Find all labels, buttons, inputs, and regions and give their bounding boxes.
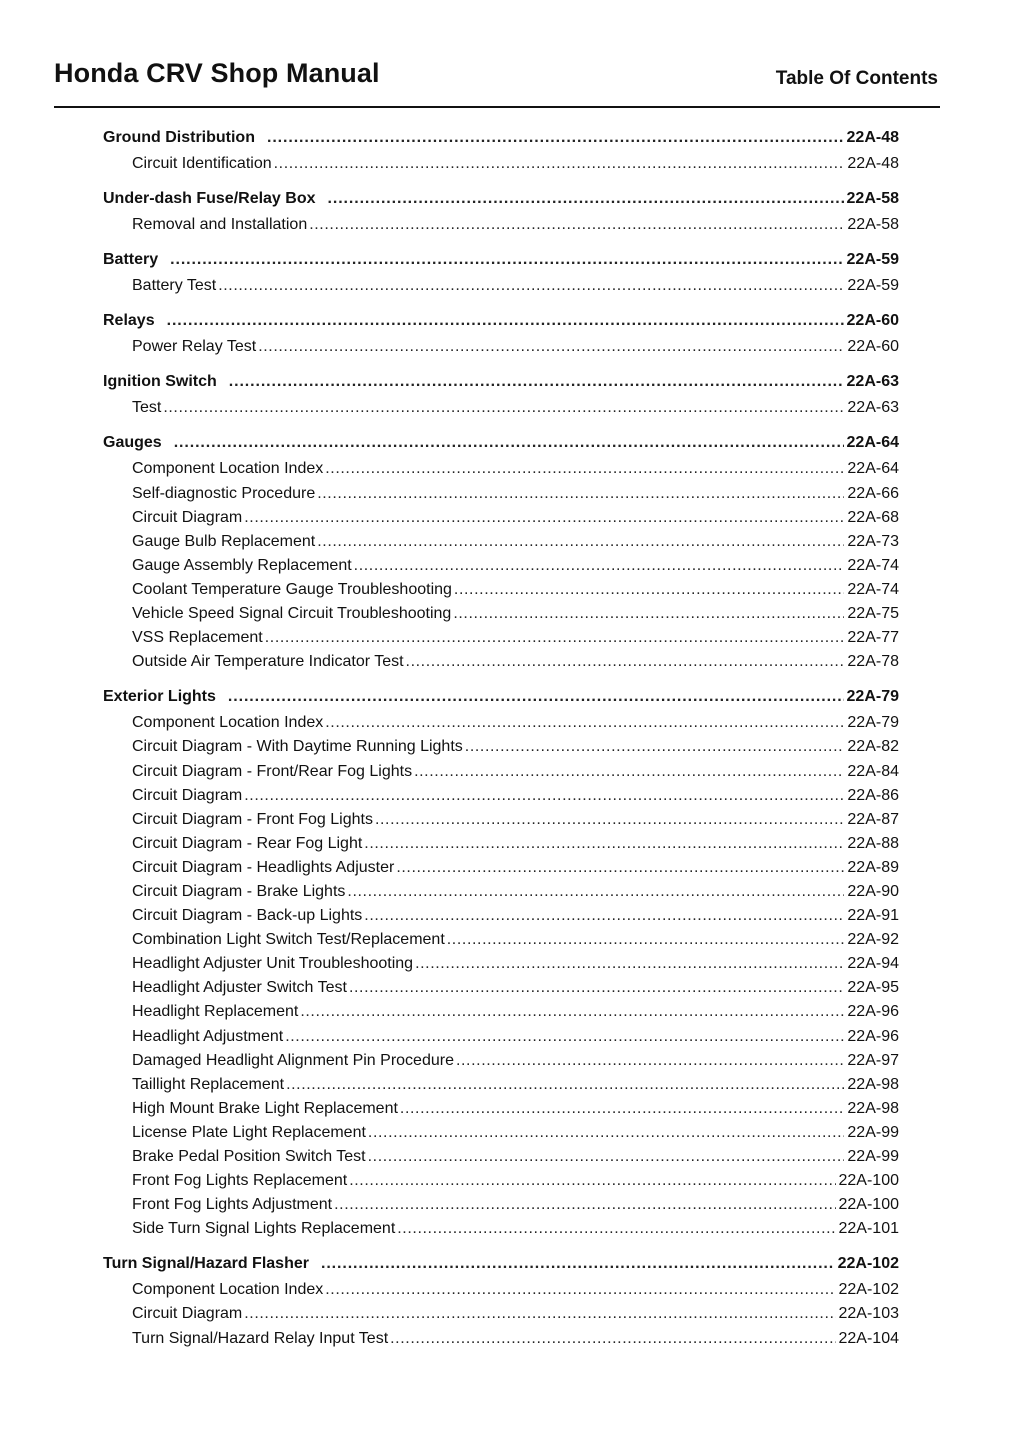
toc-entry[interactable]: [103, 904, 899, 928]
section-title: Table Of Contents: [775, 68, 938, 89]
toc-section-group: [103, 186, 899, 237]
toc-entry-page: 22A-98: [847, 1075, 899, 1093]
dot-leader: [364, 832, 844, 856]
toc-entry[interactable]: [103, 396, 899, 420]
toc-section-page: 22A-59: [846, 251, 899, 269]
toc-entry[interactable]: [103, 152, 899, 176]
toc-entry-page: 22A-64: [847, 460, 899, 478]
dot-leader: [167, 308, 844, 333]
toc-section-title: Turn Signal/Hazard Flasher: [103, 1255, 309, 1273]
dot-leader: [228, 684, 844, 709]
dot-leader: [406, 650, 845, 674]
toc-entry-title: Component Location Index: [132, 460, 324, 478]
toc-entry-title: Coolant Temperature Gauge Troubleshooting: [132, 580, 452, 598]
toc-entry-title: Gauge Bulb Replacement: [132, 532, 316, 550]
toc-entry-page: 22A-74: [847, 580, 899, 598]
toc-entry-title: Circuit Diagram - Front Fog Lights: [132, 810, 373, 828]
dot-leader: [400, 1097, 844, 1121]
toc-entry[interactable]: [103, 880, 899, 904]
toc-entry[interactable]: [103, 832, 899, 856]
dot-leader: [349, 1169, 835, 1193]
dot-leader: [317, 482, 844, 506]
toc-entry[interactable]: [103, 856, 899, 880]
toc-entry-title: Circuit Identification: [132, 155, 272, 172]
page-header: [54, 58, 940, 108]
dot-leader: [258, 335, 844, 359]
dot-leader: [396, 856, 844, 880]
toc-entry-page: 22A-75: [847, 605, 899, 623]
dot-leader: [414, 760, 844, 784]
toc-entry-page: 22A-77: [847, 629, 899, 647]
dot-leader: [170, 247, 843, 272]
dot-leader: [325, 711, 844, 735]
toc-section-group: [103, 1251, 899, 1350]
toc-entry-page: 22A-100: [838, 1172, 899, 1190]
toc-entry-title: Gauge Assembly Replacement: [132, 556, 352, 574]
toc-entry-page: 22A-100: [838, 1196, 899, 1214]
dot-leader: [174, 430, 844, 455]
dot-leader: [364, 904, 844, 928]
dot-leader: [309, 213, 844, 237]
toc-section-group: [103, 684, 899, 1241]
toc-entry-page: 22A-99: [847, 1148, 899, 1165]
dot-leader: [265, 626, 845, 650]
toc-entry-page: 22A-73: [847, 532, 899, 550]
toc-entry-title: Combination Light Switch Test/Replacement: [132, 931, 445, 949]
dot-leader: [368, 1121, 844, 1145]
dot-leader: [163, 396, 844, 420]
toc-entry[interactable]: [103, 928, 899, 952]
toc-section-title: Ignition Switch: [103, 373, 217, 391]
dot-leader: [321, 1251, 835, 1276]
dot-leader: [456, 1049, 844, 1073]
toc-section-group: [103, 247, 899, 298]
toc-entry[interactable]: [103, 1193, 899, 1217]
dot-leader: [244, 1302, 835, 1326]
toc-section-group: [103, 430, 899, 674]
toc-entry-page: 22A-63: [847, 399, 899, 417]
dot-leader: [375, 808, 844, 832]
toc-section-page: 22A-58: [846, 190, 899, 208]
toc-section-page: 22A-64: [846, 434, 899, 452]
toc-section-group: [103, 308, 899, 359]
dot-leader: [285, 1025, 844, 1049]
toc-entry[interactable]: [103, 711, 899, 735]
toc-section-title: Relays: [103, 312, 155, 330]
toc-entry[interactable]: [103, 976, 899, 1000]
toc-entry-page: 22A-87: [847, 810, 899, 828]
toc-entry[interactable]: [103, 1000, 899, 1024]
toc-entry[interactable]: [103, 578, 899, 602]
toc-entry-page: 22A-94: [847, 955, 899, 973]
toc-entry-title: Circuit Diagram - Front/Rear Fog Lights: [132, 762, 413, 780]
toc-entry-page: 22A-96: [847, 1027, 899, 1045]
toc-entry[interactable]: [103, 554, 899, 578]
toc-entry[interactable]: [103, 1121, 899, 1145]
toc-entry-page: 22A-84: [847, 762, 899, 780]
toc-entry[interactable]: [103, 650, 899, 674]
toc-entry-page: 22A-104: [838, 1329, 899, 1347]
dot-leader: [274, 152, 845, 176]
toc-entry-title: Brake Pedal Position Switch Test: [132, 1148, 366, 1165]
toc-entry-page: 22A-59: [847, 277, 899, 295]
dot-leader: [317, 530, 844, 554]
toc-section-title: Battery: [103, 251, 159, 269]
toc-entry-page: 22A-103: [838, 1305, 899, 1323]
toc-entry[interactable]: [103, 784, 899, 808]
dot-leader: [415, 952, 844, 976]
toc-entry-title: Outside Air Temperature Indicator Test: [132, 653, 404, 671]
dot-leader: [244, 784, 844, 808]
dot-leader: [447, 928, 845, 952]
toc-entry[interactable]: [103, 213, 899, 237]
toc-section-entry[interactable]: [103, 125, 899, 150]
toc-entry[interactable]: [103, 808, 899, 832]
toc-entry-title: License Plate Light Replacement: [132, 1123, 366, 1141]
toc-entry-title: Battery Test: [132, 277, 217, 295]
toc-entry-title: Removal and Installation: [132, 216, 308, 234]
dot-leader: [328, 186, 844, 211]
dot-leader: [325, 457, 844, 481]
toc-entry[interactable]: [103, 1278, 899, 1302]
toc-section-page: 22A-60: [846, 312, 899, 330]
toc-entry-title: Vehicle Speed Signal Circuit Troubleshooting: [132, 605, 452, 623]
toc-entry-title: Circuit Diagram: [132, 1305, 243, 1323]
toc-entry-page: 22A-58: [847, 216, 899, 234]
toc-section-entry[interactable]: [103, 308, 899, 333]
toc-entry[interactable]: [103, 1169, 899, 1193]
toc-entry-title: Circuit Diagram: [132, 508, 243, 526]
dot-leader: [244, 506, 844, 530]
toc-entry-page: 22A-90: [847, 882, 899, 900]
toc-entry[interactable]: [103, 274, 899, 298]
toc-entry-page: 22A-92: [847, 931, 899, 949]
toc-entry-page: 22A-60: [847, 338, 899, 356]
dot-leader: [453, 602, 844, 626]
toc-entry-title: Front Fog Lights Replacement: [132, 1172, 348, 1190]
toc-entry[interactable]: [103, 1097, 899, 1121]
toc-entry-title: Circuit Diagram - Rear Fog Light: [132, 834, 363, 852]
toc-entry-page: 22A-99: [847, 1123, 899, 1141]
toc-entry[interactable]: [103, 1025, 899, 1049]
toc-entry-title: Circuit Diagram: [132, 786, 243, 804]
toc-entry[interactable]: [103, 1073, 899, 1097]
toc-section-group: [103, 369, 899, 420]
dot-leader: [454, 578, 844, 602]
toc-entry-title: Headlight Adjustment: [132, 1027, 284, 1045]
toc-entry-page: 22A-88: [847, 834, 899, 852]
toc-entry-title: Front Fog Lights Adjustment: [132, 1196, 333, 1214]
dot-leader: [218, 274, 844, 298]
dot-leader: [349, 976, 844, 1000]
dot-leader: [286, 1073, 844, 1097]
dot-leader: [390, 1327, 835, 1351]
toc-section-title: Exterior Lights: [103, 688, 216, 706]
dot-leader: [300, 1000, 844, 1024]
toc-entry-title: Turn Signal/Hazard Relay Input Test: [132, 1329, 389, 1347]
toc-entry[interactable]: [103, 1302, 899, 1326]
toc-entry[interactable]: [103, 530, 899, 554]
toc-entry[interactable]: [103, 1049, 899, 1073]
toc-entry[interactable]: [103, 735, 899, 759]
dot-leader: [354, 554, 845, 578]
toc-entry-title: Circuit Diagram - Back-up Lights: [132, 907, 363, 925]
toc-entry-title: Headlight Adjuster Unit Troubleshooting: [132, 955, 414, 973]
toc-section-page: 22A-79: [846, 688, 899, 706]
toc-section-entry[interactable]: [103, 430, 899, 455]
toc-entry-title: Circuit Diagram - Brake Lights: [132, 882, 346, 900]
toc-entry-page: 22A-96: [847, 1003, 899, 1021]
toc-entry[interactable]: [103, 1145, 899, 1169]
toc-section-title: Gauges: [103, 434, 162, 452]
toc-entry-page: 22A-86: [847, 786, 899, 804]
toc-entry[interactable]: [103, 506, 899, 530]
toc-entry[interactable]: [103, 602, 899, 626]
toc-entry-title: Component Location Index: [132, 714, 324, 732]
manual-title: Honda CRV Shop Manual: [54, 58, 380, 88]
toc-section-entry[interactable]: [103, 247, 899, 272]
toc-section-entry[interactable]: [103, 1251, 899, 1276]
toc-entry-title: Test: [132, 399, 162, 417]
toc-entry[interactable]: [103, 952, 899, 976]
toc-section-entry[interactable]: [103, 369, 899, 394]
toc-entry[interactable]: [103, 1327, 899, 1351]
toc-entry[interactable]: [103, 457, 899, 481]
toc-entry-page: 22A-102: [838, 1281, 899, 1299]
toc-entry-title: High Mount Brake Light Replacement: [132, 1099, 398, 1117]
toc-entry-page: 22A-89: [847, 858, 899, 876]
toc-section-title: Under-dash Fuse/Relay Box: [103, 190, 316, 208]
toc-entry-title: Headlight Adjuster Switch Test: [132, 979, 347, 997]
toc-section-entry[interactable]: [103, 186, 899, 211]
toc-entry-title: Power Relay Test: [132, 338, 257, 356]
toc-entry-title: Circuit Diagram - Headlights Adjuster: [132, 858, 395, 876]
dot-leader: [347, 880, 844, 904]
toc-entry-title: VSS Replacement: [132, 629, 263, 647]
toc-entry-title: Circuit Diagram - With Daytime Running Lights: [132, 738, 463, 756]
toc-section-entry[interactable]: [103, 684, 899, 709]
toc-entry-title: Self-diagnostic Procedure: [132, 484, 316, 502]
toc-entry-page: 22A-48: [847, 155, 899, 172]
dot-leader: [397, 1217, 835, 1241]
toc-section-page: 22A-102: [837, 1255, 899, 1273]
toc-entry-page: 22A-78: [847, 653, 899, 671]
toc-entry-page: 22A-82: [847, 738, 899, 756]
toc-entry-page: 22A-91: [847, 907, 899, 925]
dot-leader: [334, 1193, 835, 1217]
toc-entry-title: Headlight Replacement: [132, 1003, 299, 1021]
dot-leader: [368, 1145, 845, 1169]
toc-entry[interactable]: [103, 626, 899, 650]
toc-section-page: 22A-48: [846, 129, 899, 146]
toc-entry-title: Damaged Headlight Alignment Pin Procedure: [132, 1051, 454, 1069]
toc-entry-page: 22A-97: [847, 1051, 899, 1069]
toc-entry-title: Taillight Replacement: [132, 1075, 285, 1093]
toc-entry-title: Side Turn Signal Lights Replacement: [132, 1220, 396, 1238]
toc-entry-page: 22A-66: [847, 484, 899, 502]
dot-leader: [325, 1278, 835, 1302]
toc-entry-page: 22A-79: [847, 714, 899, 732]
toc-entry-page: 22A-68: [847, 508, 899, 526]
dot-leader: [229, 369, 844, 394]
dot-leader: [267, 125, 844, 150]
table-of-contents: [103, 125, 899, 1351]
toc-entry[interactable]: [103, 335, 899, 359]
toc-section-page: 22A-63: [846, 373, 899, 391]
dot-leader: [465, 735, 845, 759]
toc-entry[interactable]: [103, 1217, 899, 1241]
toc-entry-page: 22A-101: [838, 1220, 899, 1238]
toc-section-title: Ground Distribution: [103, 129, 255, 146]
toc-entry-title: Component Location Index: [132, 1281, 324, 1299]
toc-section-group: [103, 125, 899, 176]
toc-entry-page: 22A-74: [847, 556, 899, 574]
toc-entry-page: 22A-95: [847, 979, 899, 997]
toc-entry-page: 22A-98: [847, 1099, 899, 1117]
toc-entry[interactable]: [103, 482, 899, 506]
toc-entry[interactable]: [103, 760, 899, 784]
